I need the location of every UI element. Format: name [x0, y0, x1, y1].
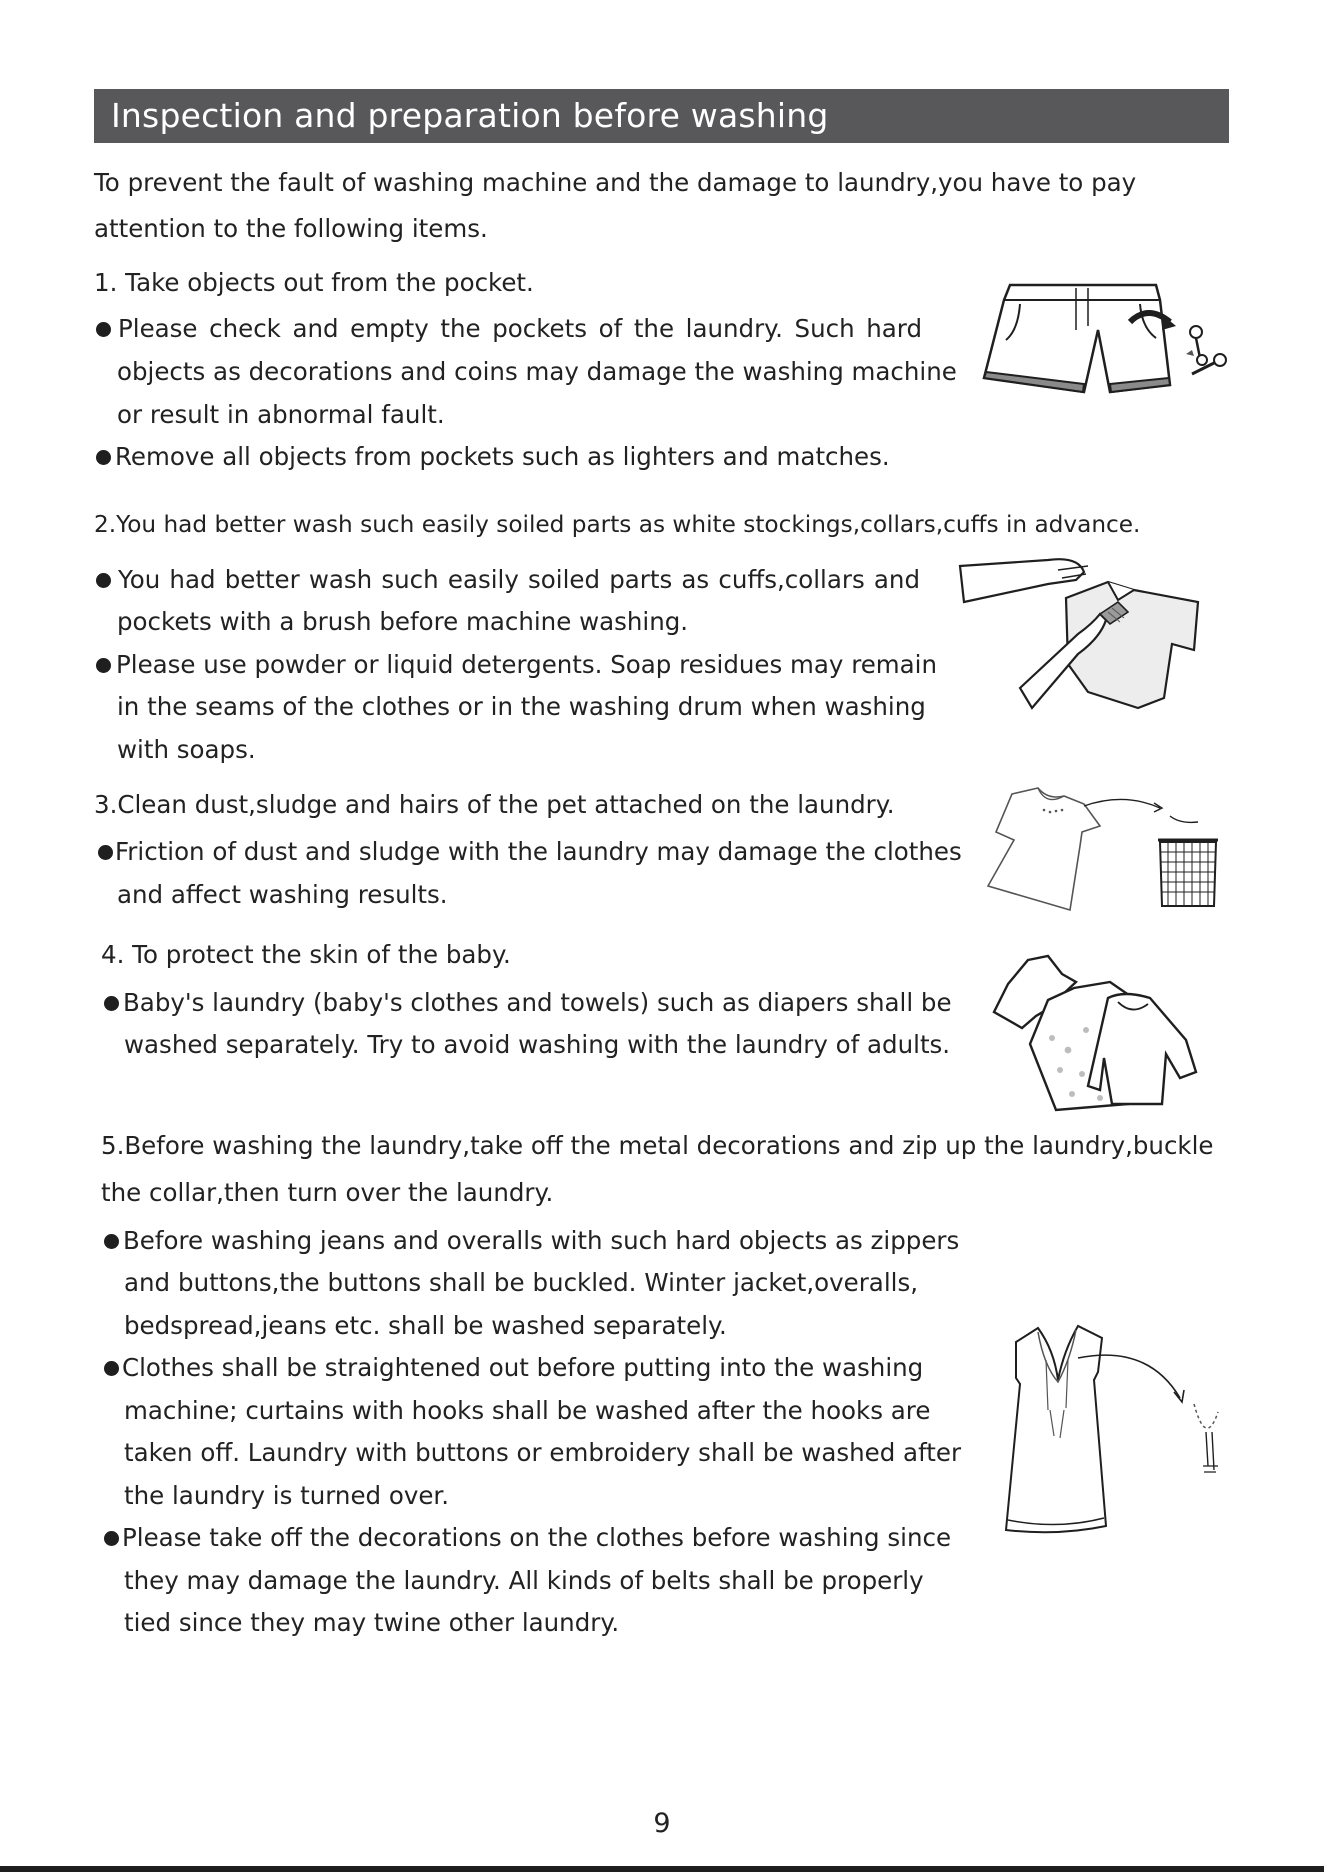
- shirt-to-bin-illustration: [984, 786, 1224, 916]
- bullet-dot: [104, 996, 119, 1011]
- page-number: 9: [653, 1808, 671, 1839]
- section-3-heading: 3.Clean dust,sludge and hairs of the pet attached on the laundry.: [94, 790, 895, 819]
- section-5-heading: the collar,then turn over the laundry.: [101, 1178, 554, 1207]
- body-line: or result in abnormal fault.: [117, 400, 445, 429]
- bullet-dot: [96, 573, 111, 588]
- body-line: Before washing jeans and overalls with such hard objects as zippers: [123, 1226, 960, 1255]
- body-line: bedspread,jeans etc. shall be washed separately.: [124, 1311, 727, 1340]
- intro-line: To prevent the fault of washing machine and the damage to laundry,you have to pay: [94, 168, 1137, 197]
- body-line: machine; curtains with hooks shall be washed after the hooks are: [124, 1396, 931, 1425]
- section-title: Inspection and preparation before washing: [111, 96, 829, 135]
- body-line: objects as decorations and coins may damage the washing machine: [117, 357, 957, 386]
- shorts-illustration: [980, 280, 1232, 410]
- body-line: pockets with a brush before machine washing.: [117, 607, 689, 636]
- bullet-dot: [104, 1361, 119, 1376]
- body-line: You had better wash such easily soiled parts as cuffs,collars and: [118, 565, 920, 594]
- section-5-heading: 5.Before washing the laundry,take off the metal decorations and zip up the laundry,buckle: [101, 1131, 1214, 1160]
- section-2-heading: 2.You had better wash such easily soiled parts as white stockings,collars,cuffs in advance.: [94, 511, 1141, 538]
- section-1-heading: 1. Take objects out from the pocket.: [94, 268, 534, 297]
- intro-line: attention to the following items.: [94, 214, 488, 243]
- body-line: Please check and empty the pockets of the laundry. Such hard: [118, 314, 922, 343]
- body-line: taken off. Laundry with buttons or embroidery shall be washed after: [124, 1438, 962, 1467]
- section-header: [94, 89, 1229, 143]
- section-4-heading: 4. To protect the skin of the baby.: [101, 940, 511, 969]
- dress-necklace-illustration: [998, 1320, 1234, 1540]
- bullet-dot: [104, 1234, 119, 1249]
- bullet-dot: [96, 658, 111, 673]
- body-line: Friction of dust and sludge with the laundry may damage the clothes: [115, 837, 962, 866]
- body-line: tied since they may twine other laundry.: [124, 1608, 620, 1637]
- baby-clothes-illustration: [990, 954, 1200, 1112]
- body-line: the laundry is turned over.: [124, 1481, 450, 1510]
- body-line: with soaps.: [117, 735, 256, 764]
- bullet-dot: [104, 1531, 119, 1546]
- body-line: they may damage the laundry. All kinds of belts shall be properly: [124, 1566, 924, 1595]
- bullet-dot: [96, 322, 111, 337]
- bullet-dot: [96, 450, 111, 465]
- bullet-dot: [98, 845, 113, 860]
- body-line: Baby's laundry (baby's clothes and towels) such as diapers shall be: [123, 988, 952, 1017]
- body-line: washed separately. Try to avoid washing with the laundry of adults.: [124, 1030, 951, 1059]
- body-line: Please take off the decorations on the clothes before washing since: [122, 1523, 952, 1552]
- body-line: Please use powder or liquid detergents. Soap residues may remain: [116, 650, 938, 679]
- body-line: and affect washing results.: [117, 880, 448, 909]
- body-line: and buttons,the buttons shall be buckled. Winter jacket,overalls,: [124, 1268, 918, 1297]
- hand-washing-collar-illustration: [958, 558, 1208, 718]
- bottom-rule: [0, 1866, 1324, 1872]
- body-line: in the seams of the clothes or in the washing drum when washing: [117, 692, 926, 721]
- body-line: Remove all objects from pockets such as lighters and matches.: [115, 442, 890, 471]
- body-line: Clothes shall be straightened out before putting into the washing: [122, 1353, 924, 1382]
